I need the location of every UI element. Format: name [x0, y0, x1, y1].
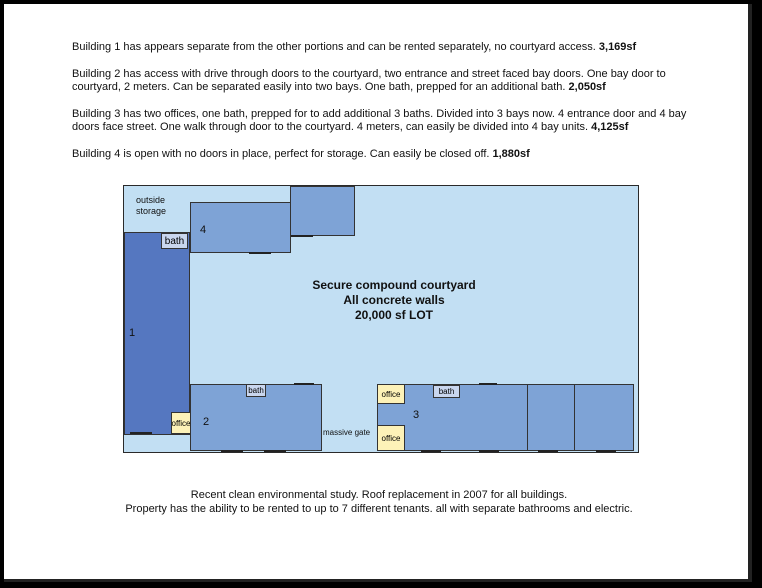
building-4-description: Building 4 is open with no doors in place, perfect for storage. Can easily be closed off. 1,880sf [72, 148, 530, 160]
massive-gate-label: massive gate [323, 428, 371, 437]
door [130, 432, 152, 434]
courtyard-line-2: All concrete walls [343, 293, 445, 307]
building-4-number: 4 [200, 224, 207, 236]
site-plan [123, 185, 639, 453]
building-4-annex [290, 186, 355, 236]
building-2-description: Building 2 has access with drive through doors to the courtyard, two entrance and street faced bay doors. One bay door to courtyard, 2 meters. Can be separated easily into two bays. One bath, prepped for an additional bath. 2,050sf [72, 68, 666, 93]
door [479, 450, 499, 452]
door [294, 383, 314, 385]
door [291, 235, 313, 237]
door [596, 450, 616, 452]
building-3-bay-a [527, 384, 575, 451]
door [249, 252, 271, 254]
courtyard-label [304, 278, 484, 323]
building-3-bath: bath [433, 385, 460, 398]
door [538, 450, 558, 452]
building-3-number: 3 [413, 409, 420, 421]
building-2-office: office [171, 412, 191, 434]
building-1-description: Building 1 has appears separate from the other portions and can be rented separately, no courtyard access. 3,169sf [72, 41, 637, 53]
document-page [4, 4, 752, 582]
door [221, 450, 243, 452]
courtyard-line-1: Secure compound courtyard [312, 278, 476, 292]
building-1-number: 1 [129, 327, 136, 339]
building-3-description: Building 3 has two offices, one bath, prepped for to add additional 3 baths. Divided into 3 bays now. 4 entrance door and 4 bay doors face street. One walk through door to the courtyard. 4 meters, can easily be divided into 4 bay units. 4,125sf [72, 108, 687, 133]
building-2-size: 2,050sf [568, 81, 606, 93]
building-3-office-top: office [377, 384, 405, 404]
door [421, 450, 441, 452]
door [264, 450, 286, 452]
building-1-bath: bath [161, 233, 188, 249]
door [479, 383, 497, 385]
building-1-size: 3,169sf [598, 41, 637, 53]
courtyard-line-3: 20,000 sf LOT [354, 308, 434, 322]
outside-storage-label: outside storage [136, 195, 167, 216]
footer-line-1: Recent clean environmental study. Roof replacement in 2007 for all buildings. [190, 489, 568, 501]
building-3-office-bottom: office [377, 425, 405, 451]
building-4-size: 1,880sf [492, 148, 530, 160]
footer-line-2: Property has the ability to be rented to up to 7 different tenants. all with separate bathrooms and electric. [125, 503, 633, 515]
building-2-bath: bath [246, 384, 266, 397]
building-3-size: 4,125sf [591, 121, 629, 133]
building-2-number: 2 [203, 416, 210, 428]
building-3-bay-b [574, 384, 634, 451]
